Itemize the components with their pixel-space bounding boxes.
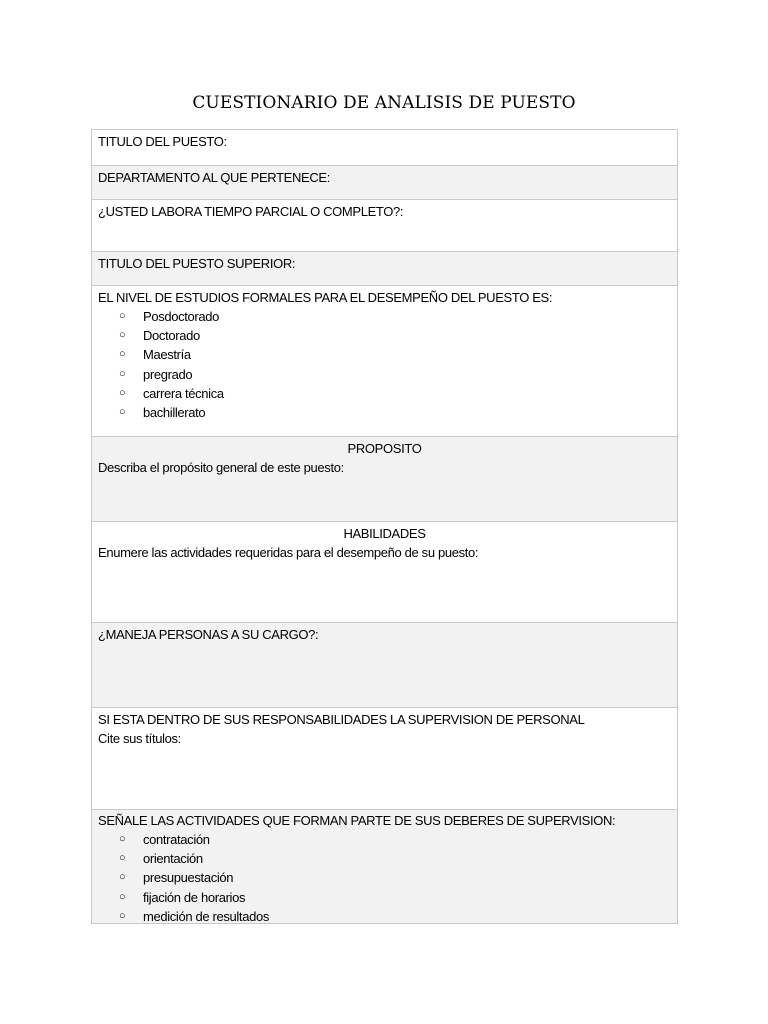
option-pregrado[interactable] <box>98 365 671 384</box>
option-fijacion-horarios[interactable] <box>98 888 671 907</box>
option-presupuestacion[interactable] <box>98 868 671 887</box>
option-label: contratación <box>143 832 210 847</box>
circle-bullet-icon: ○ <box>119 833 126 845</box>
option-carrera-tecnica[interactable] <box>98 384 671 403</box>
circle-bullet-icon: ○ <box>119 852 126 865</box>
personas-cargo-label: ¿MANEJA PERSONAS A SU CARGO?: <box>98 627 319 642</box>
row-departamento[interactable] <box>92 166 677 200</box>
circle-bullet-icon: ○ <box>119 348 126 361</box>
row-habilidades[interactable] <box>92 522 677 623</box>
option-label: bachillerato <box>143 405 206 421</box>
proposito-prompt: Describa el propósito general de este puesto: <box>98 460 344 475</box>
circle-bullet-icon: ○ <box>119 386 126 399</box>
circle-bullet-icon: ○ <box>119 909 126 922</box>
row-personas-cargo[interactable] <box>92 623 677 708</box>
option-label: carrera técnica <box>143 385 224 401</box>
row-proposito[interactable] <box>92 437 677 522</box>
habilidades-prompt: Enumere las actividades requeridas para el desempeño de su puesto: <box>98 545 479 560</box>
row-tiempo[interactable] <box>92 200 677 252</box>
estudios-label: EL NIVEL DE ESTUDIOS FORMALES PARA EL DESEMPEÑO DEL PUESTO ES: <box>98 290 553 305</box>
page-title: CUESTIONARIO DE ANALISIS DE PUESTO <box>192 93 576 113</box>
circle-bullet-icon: ○ <box>119 406 126 419</box>
supervision-label: SI ESTA DENTRO DE SUS RESPONSABILIDADES LA SUPERVISION DE PERSONAL <box>98 712 585 727</box>
deberes-options-list <box>98 830 671 926</box>
row-estudios <box>92 286 677 437</box>
option-label: presupuestación <box>143 870 234 886</box>
supervision-prompt: Cite sus títulos: <box>98 731 181 746</box>
habilidades-heading: HABILIDADES <box>343 526 426 541</box>
circle-bullet-icon: ○ <box>119 871 126 884</box>
proposito-heading: PROPOSITO <box>347 441 422 456</box>
titulo-puesto-label: TITULO DEL PUESTO: <box>98 134 227 149</box>
option-bachillerato[interactable] <box>98 403 671 422</box>
option-posdoctorado[interactable] <box>98 307 671 326</box>
puesto-superior-label: TITULO DEL PUESTO SUPERIOR: <box>98 256 296 271</box>
option-maestria[interactable] <box>98 345 671 364</box>
option-label: pregrado <box>143 366 193 382</box>
row-puesto-superior[interactable] <box>92 252 677 286</box>
option-contratacion[interactable] <box>98 830 671 849</box>
option-label: Doctorado <box>143 328 200 344</box>
estudios-options-list <box>98 307 671 422</box>
row-deberes <box>92 810 677 924</box>
option-label: fijación de horarios <box>143 889 246 905</box>
option-orientacion[interactable] <box>98 849 671 868</box>
circle-bullet-icon: ○ <box>119 310 126 322</box>
option-label: Posdoctorado <box>143 309 220 324</box>
row-titulo-puesto[interactable] <box>92 130 677 166</box>
circle-bullet-icon: ○ <box>119 329 126 342</box>
circle-bullet-icon: ○ <box>119 367 126 380</box>
option-label: Maestría <box>143 347 191 363</box>
row-supervision[interactable] <box>92 708 677 810</box>
circle-bullet-icon: ○ <box>119 890 126 903</box>
departamento-label: DEPARTAMENTO AL QUE PERTENECE: <box>98 170 330 185</box>
questionnaire-table <box>91 129 678 924</box>
option-label: medición de resultados <box>143 908 269 924</box>
option-doctorado[interactable] <box>98 326 671 345</box>
option-medicion-resultados[interactable] <box>98 907 671 926</box>
tiempo-label: ¿USTED LABORA TIEMPO PARCIAL O COMPLETO?: <box>98 204 404 219</box>
deberes-label: SEÑALE LAS ACTIVIDADES QUE FORMAN PARTE DE SUS DEBERES DE SUPERVISION: <box>98 813 616 828</box>
option-label: orientación <box>143 851 203 867</box>
